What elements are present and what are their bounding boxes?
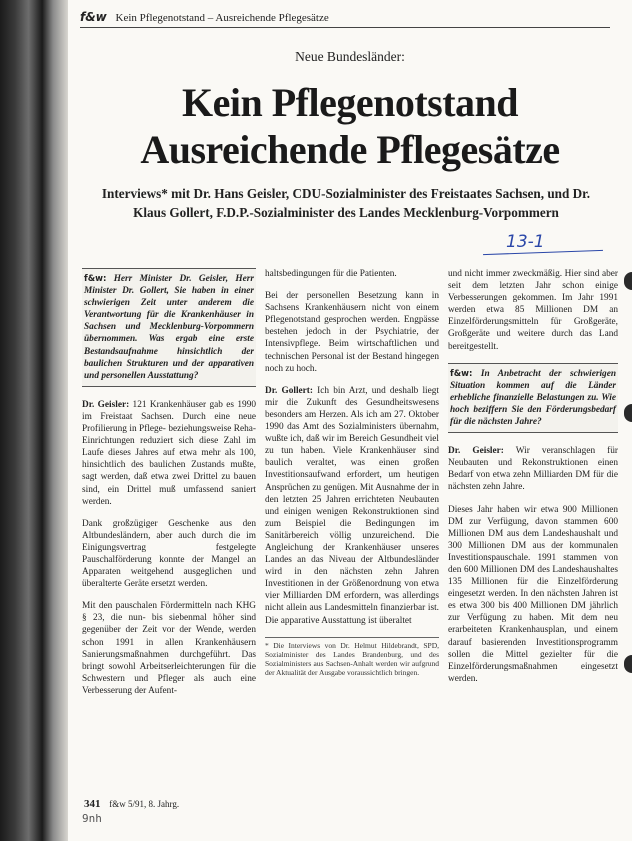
column-3 — [448, 268, 618, 695]
source-line: f&w 5/91, 8. Jahrg. — [109, 799, 180, 809]
page-number: 341 — [84, 798, 101, 810]
running-head — [80, 10, 610, 26]
paragraph — [82, 518, 256, 591]
question-tag: f&w: — [84, 274, 107, 284]
column-2 — [265, 268, 439, 677]
paragraph — [265, 290, 439, 375]
speaker-label: Dr. Geisler: — [82, 399, 130, 410]
headline-line-2: Ausreichende Pflegesätze — [140, 127, 560, 172]
journal-logo: f&w — [80, 10, 107, 24]
paragraph-text: und nicht immer zweckmäßig. Hier sind aber seit dem letzten Jahr schon einige Verbesserungen gekommen. Im Jahr 1991 werden etwa 85 Millionen DM an Einzelförderungsmitteln für Großgeräte, Großgeräte und weitere durch das Land bereitgestellt. — [448, 269, 618, 352]
speaker-label: Dr. Gollert: — [265, 385, 313, 396]
archive-stamp: 9nh — [82, 812, 102, 825]
paragraph-text: 121 Krankenhäuser gab es 1990 im Freistaat Sachsen. Durch eine neue Profilierung in Pflege- beziehungsweise Reha-Einrichtungen reduziert sich diese Zahl im Laufe dieses Jahres auf etwa mehr als 100, hinsichtlich des baulichen Zustands mußte, sagt werden, daß etwa zwei Drittel zu bauen sind, ein Drittel muß umfassend saniert werden. — [82, 399, 256, 507]
paragraph-text: Ich bin Arzt, und deshalb liegt mir die Zukunft des Gesundheitswesens besonders am Herzen. Als ich am 27. Oktober 1990 das Amt des Sozialministers übernahm, wußte ich, daß wir im Bereich Gesundheit viel zu tun haben. Viele Krankenhäuser sind baulich veraltet, was einen großen Investitionsaufwand erfordert, um heutigen Ansprüchen zu genügen. Mit Ausnahme der in den letzten 25 Jahren errichteten Neubauten und einigen wenigen Rekonstruktionen sind zum Beispiel die Bedingungen im Sanitärbereich völlig unzureichend. Die Angleichung der Krankenhäuser unseres Landes an das Niveau der Altbundesländer wird in den nächsten zehn Jahren Investitionen in der Größenordnung von etwa vier Milliarden DM erfordern, was allerdings nicht allein aus Landesmitteln finanzierbar ist. Die apparative Ausstattung ist überaltet — [265, 385, 439, 626]
page-edge-tab — [624, 404, 632, 422]
paragraph — [265, 268, 439, 280]
question-text: Herr Minister Dr. Geisler, Herr Minister Dr. Gollert, Sie haben in einer schwierigen Zeit unter anderem die Verantwortung für die Krankenhäuser in Sachsen und Mecklenburg-Vorpommern übernommen. Was ergab eine erste Bestandsaufnahme hinsichtlich der baulichen Strukturen und der apparativen und personellen Ausstattung? — [84, 274, 254, 381]
paragraph — [82, 399, 256, 508]
column-1 — [82, 268, 256, 707]
speaker-label: Dr. Geisler: — [448, 446, 504, 457]
book-binding — [0, 0, 68, 841]
header-rule — [80, 27, 610, 28]
magazine-page — [68, 0, 632, 841]
intro-deck: Interviews* mit Dr. Hans Geisler, CDU-Sozialminister des Freistaates Sachsen, und Dr. Klaus Gollert, F.D.P.-Sozialminister des Landes Mecklenburg-Vorpommern — [101, 186, 591, 220]
question-tag: f&w: — [450, 368, 473, 379]
kicker: Neue Bundesländer: — [295, 49, 405, 64]
footnote: * Die Interviews von Dr. Helmut Hildebrandt, SPD, Sozialminister des Landes Brandenburg, und des Sozialministers aus Sachsen-Anhalt werden wir aufgrund der Aktualität der Ausgabe voraussichtlich bringen. — [265, 637, 439, 677]
paragraph — [448, 445, 618, 493]
paragraph-text: Wir veranschlagen für Neubauten und Rekonstruktionen einen Bedarf von etwa zehn Milliarden DM für die nächsten zehn Jahre. — [448, 446, 618, 493]
paragraph-text: haltsbedingungen für die Patienten. — [265, 269, 397, 279]
paragraph — [448, 504, 618, 685]
running-head-text: Kein Pflegenotstand – Ausreichende Pflegesätze — [115, 12, 329, 24]
paragraph — [265, 385, 439, 627]
handwritten-note: 13-1 — [506, 232, 545, 252]
question-box — [448, 363, 618, 433]
headline-line-1: Kein Pflegenotstand — [181, 80, 519, 125]
question-text: In Anbetracht der schwierigen Situation kommen auf die Länder erhebliche finanzielle Belastungen zu. Wie hoch beziffern Sie den Förderungsbedarf für die nächsten Jahre? — [450, 368, 616, 428]
paragraph-text: Dank großzügiger Geschenke aus den Altbundesländern, aber auch durch die im Einigungsvertrag festgelegte Pauschalförderung konnte der Mangel an Apparaten weitgehend ausgeglichen und überalterte Geräte ersetzt werden. — [82, 518, 256, 590]
page-folio — [84, 798, 179, 810]
paragraph — [82, 600, 256, 697]
paragraph-text: Bei der personellen Besetzung kann in Sachsens Krankenhäusern nicht von einem Pflegenotstand gesprochen werden. Engpässe bestehen jedoch in der Psychiatrie, der Intensivpflege. Beim wirtschaftlichen und technischen Personal ist der Bestand hingegen noch zu hoch. — [265, 291, 439, 374]
paragraph-text: Dieses Jahr haben wir etwa 900 Millionen DM zur Verfügung, davon stammen 600 Millionen DM aus dem Landeshaushalt und 300 Millionen DM aus der kommunalen Investitionspauschale. 1991 stammen von den 600 Millionen DM des Landeshaushaltes 135 Millionen für die Einzelförderung eingesetzt werden. In den nächsten Jahren ist es etwa 300 bis 400 Millionen DM jährlich zur Verfügung zu haben. Mit dem neu erarbeiteten Krankenhausplan, und einem darauf basierenden Investitionsprogramm sollen die Mittel gezielter für die Einzelförderungsmaßnahmen eingesetzt werden. — [448, 504, 618, 684]
page-edge-tab — [624, 272, 632, 290]
question-box — [82, 268, 256, 387]
page-edge-tab — [624, 655, 632, 673]
paragraph — [448, 268, 618, 353]
paragraph-text: Mit den pauschalen Fördermitteln nach KHG § 23, die nun- bis siebenmal höher sind gegenüber der Zeit vor der Wende, werden schon 1991 in allen Krankenhäusern Sanierungsmaßnahmen durchgeführt. Das bringt sowohl Arbeitserleichterungen für die Schwestern und Pfleger als auch eine Verbesserung der Aufent- — [82, 601, 256, 696]
